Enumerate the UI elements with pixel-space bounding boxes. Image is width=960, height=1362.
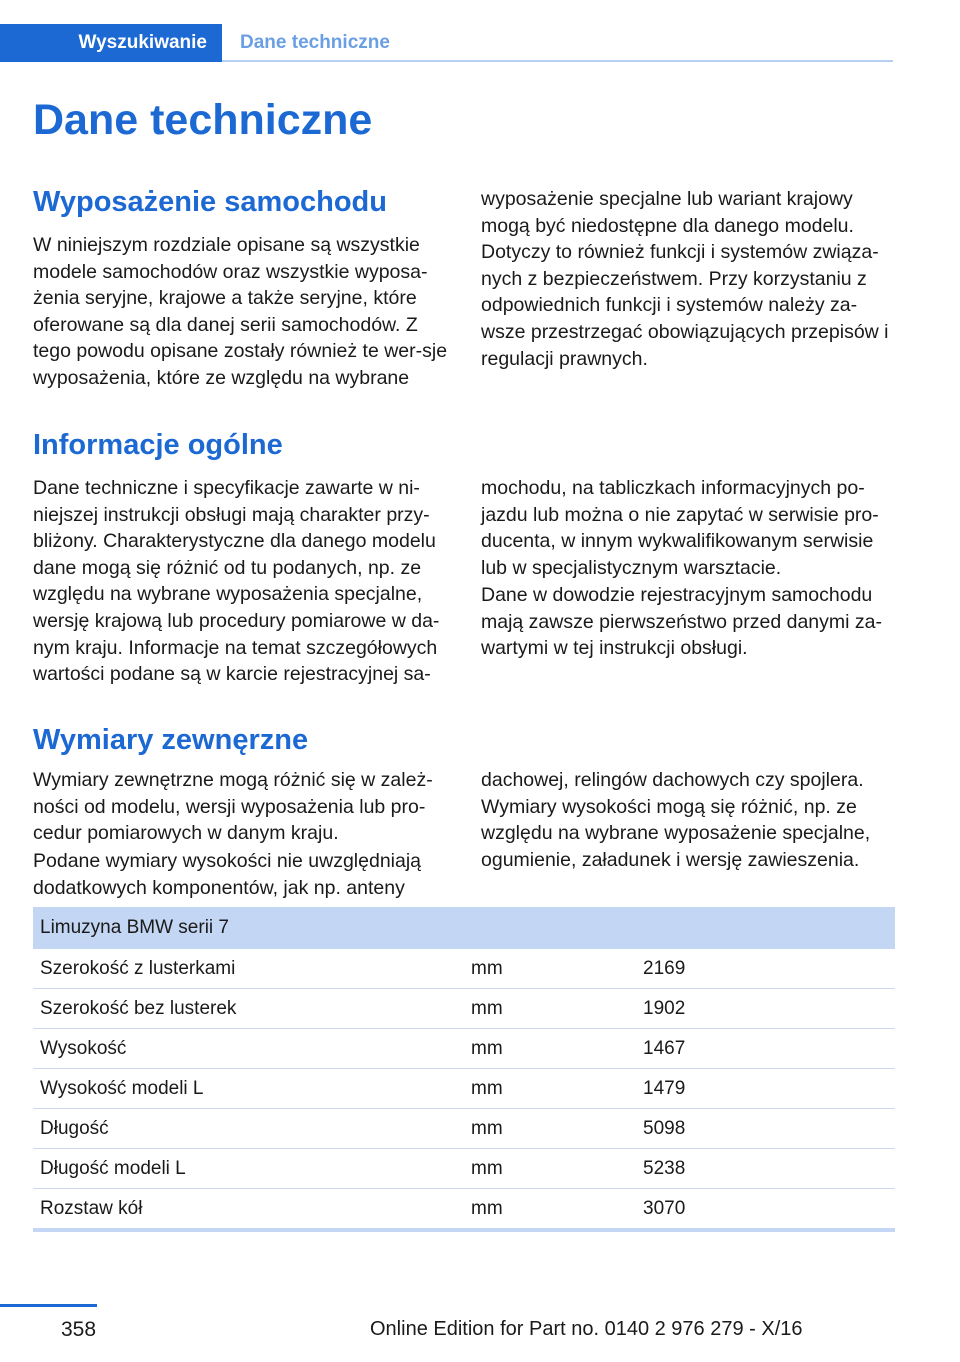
table-row [33,949,895,989]
row-value: 1902 [643,997,686,1019]
row-value: 3070 [643,1197,686,1219]
row-value: 5098 [643,1117,686,1139]
dimensions-text-right: dachowej, relingów dachowych czy spojlera. Wymiary wysokości mogą się różnić, np. ze względu na wybrane wyposażenie specjalne, ogumienie, załadunek i wersję zawieszenia. [481,769,871,871]
general-info-text-right-2: Dane w dowodzie rejestracyjnym samochodu mają zawsze pierwszeństwo przed danymi za‐wartymi w tej instrukcji obsługi. [481,584,882,660]
row-unit: mm [471,1157,503,1179]
row-value: 2169 [643,957,686,979]
section-heading-equipment: Wyposażenie samochodu [33,186,387,218]
general-info-text-right-1: mochodu, na tabliczkach informacyjnych po‐jazdu lub można o nie zapytać w serwisie pro‐ducenta, w innym wykwalifikowanym serwisie lub w specjalistycznym warsztacie. [481,477,879,579]
row-unit: mm [471,1117,503,1139]
row-value: 1479 [643,1077,686,1099]
row-label: Szerokość z lusterkami [40,957,236,979]
table-row [33,1149,895,1189]
section-heading-exterior-dimensions: Wymiary zewnęrzne [33,724,309,756]
page-title: Dane techniczne [33,96,373,144]
row-unit: mm [471,997,503,1019]
row-label: Szerokość bez lusterek [40,997,237,1019]
row-label: Wysokość modeli L [40,1077,204,1099]
table-row [33,1109,895,1149]
edition-note: Online Edition for Part no. 0140 2 976 279 - X/16 [370,1318,803,1340]
table-header: Limuzyna BMW serii 7 [33,907,895,949]
header-divider [222,60,893,62]
row-value: 1467 [643,1037,686,1059]
section-heading-general-info: Informacje ogólne [33,429,283,461]
page-number: 358 [61,1318,97,1341]
tab-search[interactable]: Wyszukiwanie [0,24,222,62]
table-row [33,989,895,1029]
table-row [33,1069,895,1109]
dimensions-text-left-2: Podane wymiary wysokości nie uwzględniają dodatkowych komponentów, jak np. anteny [33,850,422,899]
table-row [33,1029,895,1069]
equipment-text-left: W niniejszym rozdziale opisane są wszystkie modele samochodów oraz wszystkie wyposa‐żenia seryjne, krajowe a także seryjne, które oferowane są dla danej serii samochodów. Z tego powodu opisane zostały również te wer‐sje wyposażenia, które ze względu na wybrane [33,234,448,389]
row-label: Długość modeli L [40,1157,186,1179]
footer-accent-line [0,1304,97,1307]
row-unit: mm [471,1077,503,1099]
row-label: Wysokość [40,1037,127,1059]
breadcrumb [0,24,893,62]
general-info-text-left: Dane techniczne i specyfikacje zawarte w ni‐niejszej instrukcji obsługi mają charakter przy‐bliżony. Charakterystyczne dla danego modelu dane mogą się różnić od tu podanych, np. ze względu na wybrane wyposażenia specjalne, wersję krajową lub procedury pomiarowe w da‐nym kraju. Informacje na temat szczegółowych wartości podane są w karcie rejestracyjnej sa‐ [33,477,440,686]
row-value: 5238 [643,1157,686,1179]
row-unit: mm [471,1037,503,1059]
tab-technical-data[interactable]: Dane techniczne [240,32,390,53]
row-label: Długość [40,1117,109,1139]
row-label: Rozstaw kół [40,1197,143,1219]
equipment-text-right: wyposażenie specjalne lub wariant krajowy mogą być niedostępne dla danego modelu. Dotyczy to również funkcji i systemów związa‐nych z bezpieczeństwem. Przy korzystaniu z odpowiednich funkcji i systemów należy za‐wsze przestrzegać obowiązujących przepisów i regulacji prawnych. [481,188,889,370]
row-unit: mm [471,1197,503,1219]
row-unit: mm [471,957,503,979]
dimensions-table [33,907,895,1232]
dimensions-text-left-1: Wymiary zewnętrzne mogą różnić się w zależ‐ności od modelu, wersji wyposażenia lub pro‐cedur pomiarowych w danym kraju. [33,769,433,845]
table-row [33,1189,895,1232]
